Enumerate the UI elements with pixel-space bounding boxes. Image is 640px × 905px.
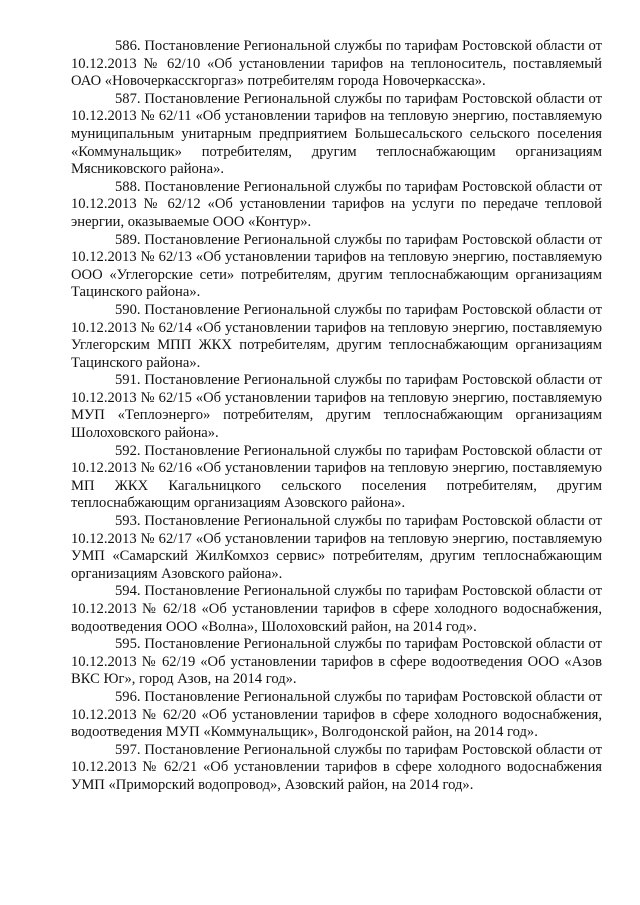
paragraph-586: 586. Постановление Региональной службы по тарифам Ростовской области от 10.12.2013 № 62/10 «Об установлении тарифов на теплоноситель, поставляемый ОАО «Новочеркасскгоргаз» потребителям города Новочеркасска».: [71, 38, 602, 90]
paragraph-588: 588. Постановление Региональной службы по тарифам Ростовской области от 10.12.2013 № 62/12 «Об установлении тарифов на услуги по передаче тепловой энергии, оказываемые ООО «Контур».: [71, 178, 602, 230]
paragraph-587: 587. Постановление Региональной службы по тарифам Ростовской области от 10.12.2013 № 62/11 «Об установлении тарифов на тепловую энергию, поставляемую муниципальным унитарным предприятием Большесальского сельского поселения «Коммунальщик» потребителям, другим теплоснабжающим организациям Мясниковского района».: [71, 90, 602, 178]
paragraph-596: 596. Постановление Региональной службы по тарифам Ростовской области от 10.12.2013 № 62/20 «Об установлении тарифов в сфере холодного водоснабжения, водоотведения МУП «Коммунальщик», Волгодонской район, на 2014 год».: [71, 688, 602, 741]
paragraph-594: 594. Постановление Региональной службы по тарифам Ростовской области от 10.12.2013 № 62/18 «Об установлении тарифов в сфере холодного водоснабжения, водоотведения ООО «Волна», Шолоховский район, на 2014 год».: [71, 583, 602, 635]
paragraph-593: 593. Постановление Региональной службы по тарифам Ростовской области от 10.12.2013 № 62/17 «Об установлении тарифов на тепловую энергию, поставляемую УМП «Самарский ЖилКомхоз сервис» потребителям, другим теплоснабжающим организациям Азовского района».: [71, 513, 602, 582]
paragraph-597: 597. Постановление Региональной службы по тарифам Ростовской области от 10.12.2013 № 62/21 «Об установлении тарифов в сфере холодного водоснабжения УМП «Приморский водопровод», Азовский район, на 2014 год».: [71, 741, 602, 793]
paragraph-590: 590. Постановление Региональной службы по тарифам Ростовской области от 10.12.2013 № 62/14 «Об установлении тарифов на тепловую энергию, поставляемую Углегорским МПП ЖКХ потребителям, другим теплоснабжающим организациям Тацинского района».: [71, 301, 602, 371]
paragraph-591: 591. Постановление Региональной службы по тарифам Ростовской области от 10.12.2013 № 62/15 «Об установлении тарифов на тепловую энергию, поставляемую МУП «Теплоэнерго» потребителям, другим теплоснабжающим организациям Шолоховского района».: [71, 372, 602, 442]
paragraph-592: 592. Постановление Региональной службы по тарифам Ростовской области от 10.12.2013 № 62/16 «Об установлении тарифов на тепловую энергию, поставляемую МП ЖКХ Кагальницкого сельского поселения потребителям, другим теплоснабжающим организациям Азовского района».: [71, 442, 602, 512]
paragraph-595: 595. Постановление Региональной службы по тарифам Ростовской области от 10.12.2013 № 62/19 «Об установлении тарифов в сфере водоотведения ООО «Азов ВКС Юг», город Азов, на 2014 год».: [71, 636, 602, 688]
paragraph-589: 589. Постановление Региональной службы по тарифам Ростовской области от 10.12.2013 № 62/13 «Об установлении тарифов на тепловую энергию, поставляемую ООО «Углегорские сети» потребителям, другим теплоснабжающим организациям Тацинского района».: [71, 231, 602, 301]
